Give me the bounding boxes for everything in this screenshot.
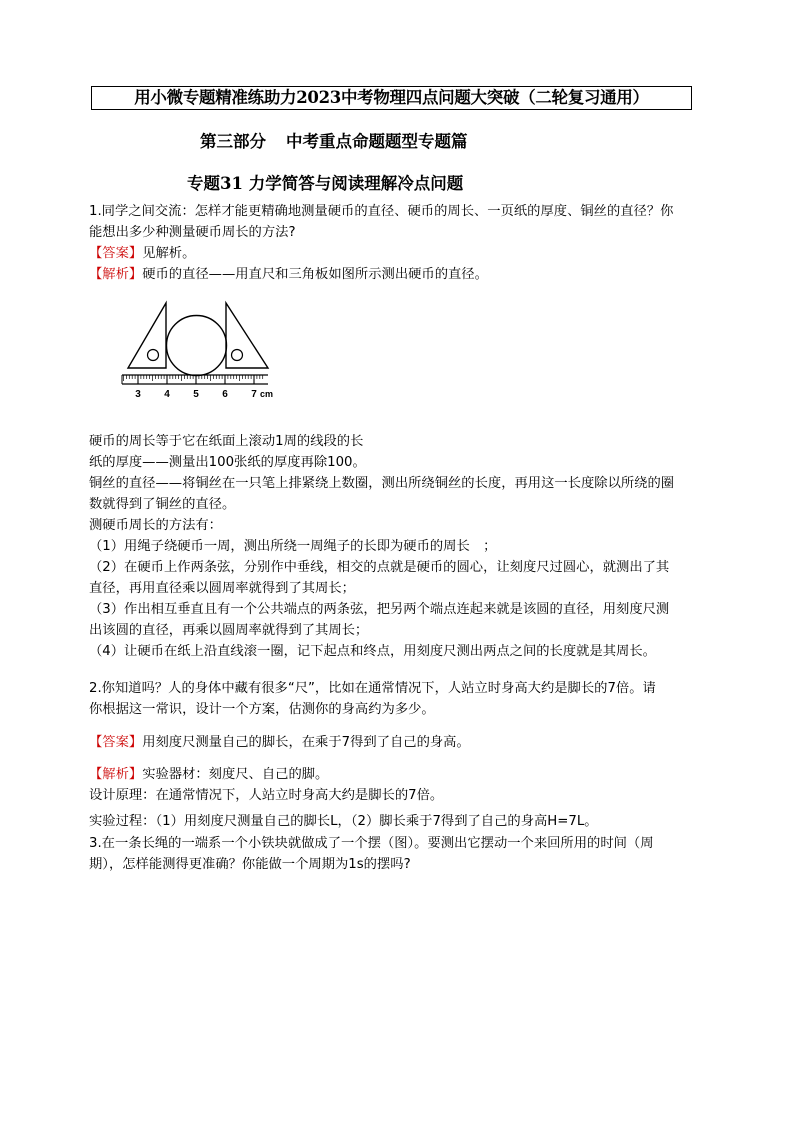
q1-line: （4）让硬币在纸上沿直线滚一圈，记下起点和终点，用刻度尺测出两点之间的长度就是其周长。 <box>89 644 656 659</box>
q2-answer <box>89 732 705 753</box>
ruler-tick-label: 5 <box>193 389 199 400</box>
answer-text: 用刻度尺测量自己的脚长，在乘于7得到了自己的身高。 <box>142 735 470 750</box>
q1-text-line-2: 能想出多少种测量硬币周长的方法? <box>89 225 296 240</box>
answer-tag: 【答案】 <box>89 735 143 750</box>
q1-line: （1）用绳子绕硬币一周，测出所绕一周绳子的长即为硬币的周长 ； <box>89 539 497 554</box>
part-heading-left: 第三部分 <box>200 132 266 151</box>
coin <box>167 316 227 376</box>
question-3 <box>89 833 705 875</box>
q1-analysis-continued <box>89 431 705 662</box>
q2-analysis <box>89 764 705 832</box>
ruler <box>122 375 268 384</box>
q1-text-line-1: 1.同学之间交流：怎样才能更精确地测量硬币的直径、硬币的周长、一页纸的厚度、铜丝的直径？你 <box>89 204 674 219</box>
q2-analysis-line <box>89 764 705 785</box>
q1-line: 测硬币周长的方法有： <box>89 518 222 533</box>
topic-heading: 专题31 力学简答与阅读理解冷点问题 <box>187 174 464 193</box>
ruler-unit: cm <box>260 389 274 399</box>
left-set-square <box>128 303 166 368</box>
q1-line: 纸的厚度——测量出100张纸的厚度再除100。 <box>89 455 366 470</box>
q1-answer <box>89 243 705 264</box>
part-heading-right: 中考重点命题题型专题篇 <box>286 132 468 151</box>
question-2 <box>89 678 705 720</box>
q2-process: 实验过程：（1）用刻度尺测量自己的脚长L，（2）脚长乘于7得到了自己的身高H=7L。 <box>89 814 598 829</box>
q2-text-line-2: 你根据这一常识，设计一个方案，估测你的身高约为多少。 <box>89 702 435 717</box>
ruler-tick-label: 6 <box>222 389 228 400</box>
analysis-text: 硬币的直径——用直尺和三角板如图所示测出硬币的直径。 <box>142 267 488 282</box>
coin-diameter-figure <box>118 298 280 402</box>
q2-text-line-1: 2.你知道吗？人的身体中藏有很多“尺”，比如在通常情况下，人站立时身高大约是脚长的7倍。请 <box>89 681 656 696</box>
answer-text: 见解析。 <box>142 246 196 261</box>
q2-answer-line <box>89 732 705 753</box>
q1-line: （3）作出相互垂直且有一个公共端点的两条弦，把另两个端点连起来就是该圆的直径，用刻度尺测 <box>89 602 670 617</box>
left-set-square-hole <box>148 350 159 361</box>
analysis-text: 实验器材：刻度尺、自己的脚。 <box>142 767 329 782</box>
q1-line: 硬币的周长等于它在纸面上滚动1周的线段的长 <box>89 434 364 449</box>
q1-line: 出该圆的直径，再乘以圆周率就得到了其周长； <box>89 623 369 638</box>
q1-line: 数就得到了铜丝的直径。 <box>89 497 236 512</box>
q1-line: 铜丝的直径——将铜丝在一只笔上排紧绕上数圈，测出所绕铜丝的长度，再用这一长度除以所绕的圈 <box>89 476 675 491</box>
document-banner: 用小微专题精准练助力2023中考物理四点问题大突破（二轮复习通用） <box>91 86 692 110</box>
q2-principle: 设计原理：在通常情况下，人站立时身高大约是脚长的7倍。 <box>89 788 444 803</box>
ruler-tick-label: 4 <box>164 389 170 400</box>
q1-analysis <box>89 264 705 285</box>
analysis-tag: 【解析】 <box>89 767 143 782</box>
ruler-tick-label: 3 <box>135 389 141 400</box>
answer-tag: 【答案】 <box>89 246 143 261</box>
ruler-tick-label: 7 <box>251 389 257 400</box>
analysis-tag: 【解析】 <box>89 267 143 282</box>
right-set-square-hole <box>232 350 243 361</box>
q3-text-line-2: 期），怎样能测得更准确？你能做一个周期为1s的摆吗? <box>89 857 411 872</box>
q3-text-line-1: 3.在一条长绳的一端系一个小铁块就做成了一个摆（图）。要测出它摆动一个来回所用的时间（周 <box>89 836 654 851</box>
part-heading <box>200 128 468 152</box>
question-1 <box>89 201 705 285</box>
q1-line: （2）在硬币上作两条弦，分别作中垂线，相交的点就是硬币的圆心，让刻度尺过圆心，就测出了其 <box>89 560 670 575</box>
q1-line: 直径，再用直径乘以圆周率就得到了其周长； <box>89 581 355 596</box>
